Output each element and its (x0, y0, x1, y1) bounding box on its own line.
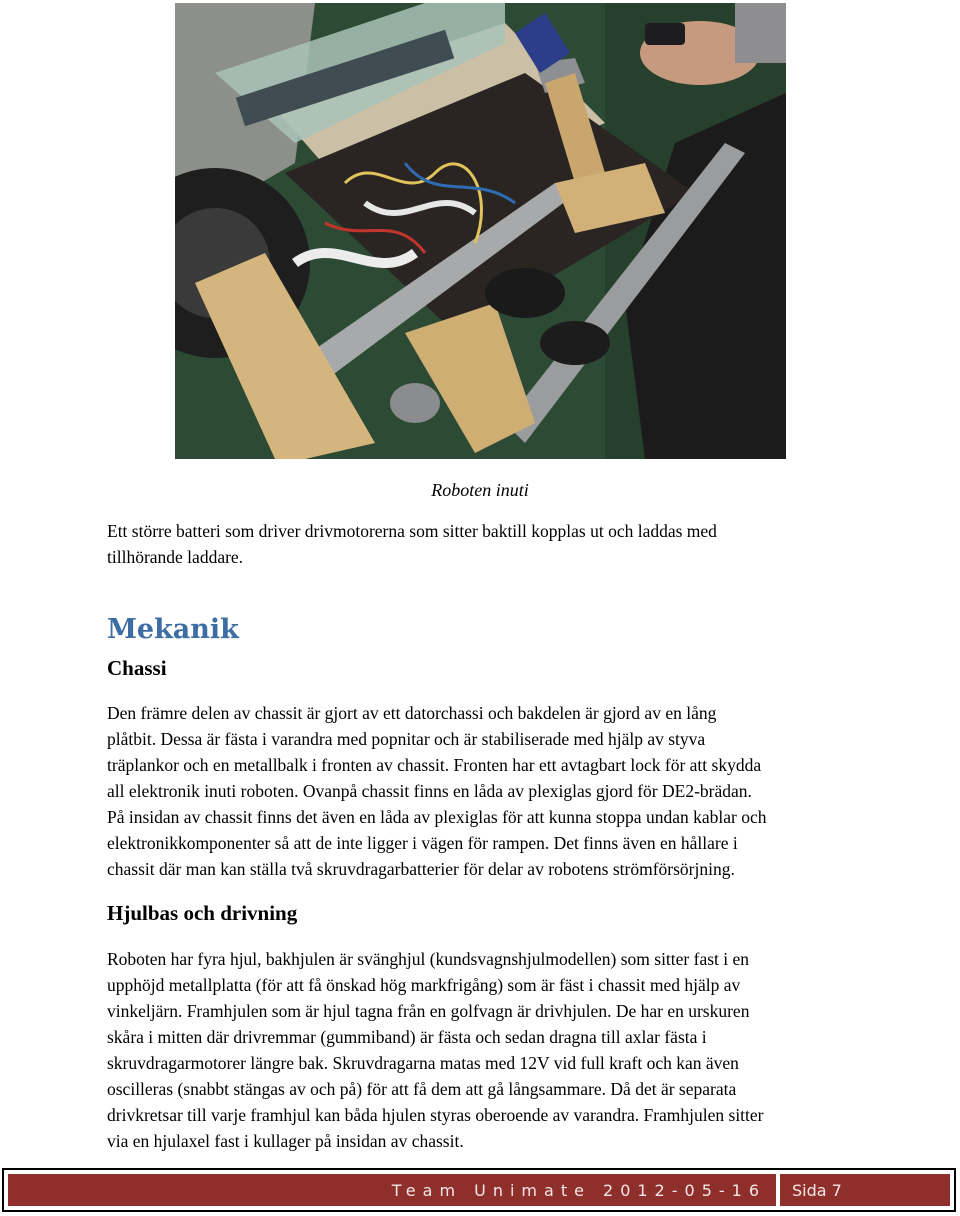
chassis-paragraph (107, 700, 867, 882)
text-line: drivkretsar till varje framhjul kan båda hjulen styras oberoende av varandra. Framhjulen sitter (107, 1105, 764, 1125)
text-line: vinkeljärn. Framhjulen som är hjul tagna från en golfvagn är drivhjulen. De har en urskuren (107, 1001, 750, 1021)
footer-bar (8, 1174, 950, 1206)
text-line: skruvdragarmotorer längre bak. Skruvdragarna matas med 12V vid full kraft och kan även (107, 1053, 739, 1073)
text-line: oscilleras (snabbt stängas av och på) för att få dem att gå långsammare. Då det är separata (107, 1079, 737, 1099)
footer-page-number: Sida 7 (780, 1174, 950, 1206)
subsection-heading-chassis: Chassi (107, 656, 167, 680)
text-line: Roboten har fyra hjul, bakhjulen är svänghjul (kundsvagnshjulmodellen) som sitter fast i en (107, 949, 750, 969)
battery-paragraph (107, 518, 867, 570)
text-line: upphöjd metallplatta (för att få önskad hög markfrigång) som är fäst i chassit med hjälp av (107, 975, 741, 995)
text-line: via en hjulaxel fast i kullager på insidan av chassit. (107, 1131, 464, 1151)
subsection-heading-drive: Hjulbas och drivning (107, 901, 298, 925)
page-footer (2, 1168, 956, 1212)
text-line: all elektronik inuti roboten. Ovanpå chassit finns en låda av plexiglas gjord för DE2-brädan. (107, 781, 752, 801)
footer-team-date: Team Unimate 2012-05-16 (8, 1174, 776, 1206)
text-line: tillhörande laddare. (107, 547, 244, 567)
text-line: elektronikkomponenter så att de inte ligger i vägen för rampen. Det finns även en hållare i (107, 833, 738, 853)
section-heading: Mekanik (107, 614, 239, 645)
text-line: skåra i mitten där drivremmar (gummiband) är fästa och sedan dragna till axlar fästa i (107, 1027, 707, 1047)
figure-caption: Roboten inuti (431, 480, 529, 500)
text-line: chassit där man kan ställa två skruvdragarbatterier för delar av robotens strömförsörjning. (107, 859, 735, 879)
robot-photo (175, 3, 786, 459)
text-line: Den främre delen av chassit är gjort av ett datorchassi och bakdelen är gjord av en lång (107, 703, 717, 723)
text-line: träplankor och en metallbalk i fronten av chassit. Fronten har ett avtagbart lock för att skydda (107, 755, 762, 775)
text-line: Ett större batteri som driver drivmotorerna som sitter baktill kopplas ut och laddas med (107, 521, 717, 541)
text-line: plåtbit. Dessa är fästa i varandra med popnitar och är stabiliserade med hjälp av styva (107, 729, 706, 749)
text-line: På insidan av chassit finns det även en låda av plexiglas för att kunna stoppa undan kablar och (107, 807, 767, 827)
drive-paragraph (107, 946, 867, 1154)
